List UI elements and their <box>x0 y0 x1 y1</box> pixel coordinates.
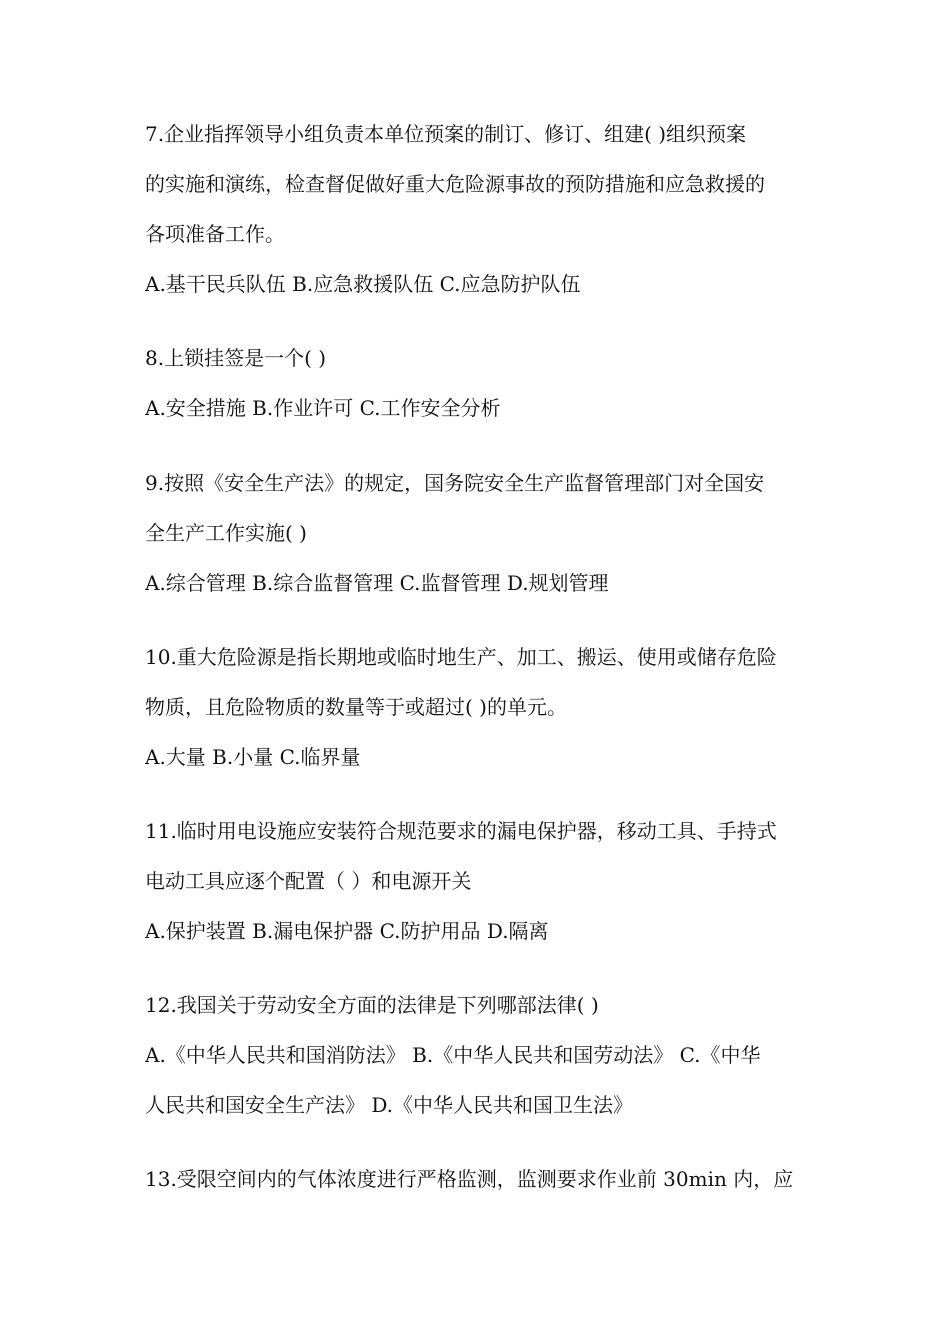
question-7-line-1: 7.企业指挥领导小组负责本单位预案的制订、修订、组建( )组织预案 <box>145 122 747 146</box>
question-7-line-2: 的实施和演练，检查督促做好重大危险源事故的预防措施和应急救援的 <box>145 172 765 196</box>
question-9-options: A.综合管理 B.综合监督管理 C.监督管理 D.规划管理 <box>145 571 609 595</box>
question-12-options-line-2: 人民共和国安全生产法》 D.《中华人民共和国卫生法》 <box>145 1093 634 1117</box>
question-7-line-3: 各项准备工作。 <box>145 222 285 246</box>
question-9-line-2: 全生产工作实施( ) <box>145 521 307 545</box>
question-8-line-1: 8.上锁挂签是一个( ) <box>145 346 327 370</box>
question-10-line-1: 10.重大危险源是指长期地或临时地生产、加工、搬运、使用或储存危险 <box>145 645 777 669</box>
question-9-line-1: 9.按照《安全生产法》的规定，国务院安全生产监督管理部门对全国安 <box>145 471 765 495</box>
question-7-options: A.基干民兵队伍 B.应急救援队伍 C.应急防护队伍 <box>145 272 581 296</box>
question-11-line-2: 电动工具应逐个配置（ ）和电源开关 <box>145 869 472 893</box>
question-12-options-line-1: A.《中华人民共和国消防法》 B.《中华人民共和国劳动法》 C.《中华 <box>145 1043 761 1067</box>
question-10-options: A.大量 B.小量 C.临界量 <box>145 745 361 769</box>
question-11-line-1: 11.临时用电设施应安装符合规范要求的漏电保护器，移动工具、手持式 <box>145 819 777 843</box>
question-12-line-1: 12.我国关于劳动安全方面的法律是下列哪部法律( ) <box>145 993 599 1017</box>
question-10-line-2: 物质，且危险物质的数量等于或超过( )的单元。 <box>145 695 567 719</box>
question-11-options: A.保护装置 B.漏电保护器 C.防护用品 D.隔离 <box>145 919 549 943</box>
question-13-line-1: 13.受限空间内的气体浓度进行严格监测，监测要求作业前 30min 内，应 <box>145 1167 794 1191</box>
question-8-options: A.安全措施 B.作业许可 C.工作安全分析 <box>145 396 501 420</box>
